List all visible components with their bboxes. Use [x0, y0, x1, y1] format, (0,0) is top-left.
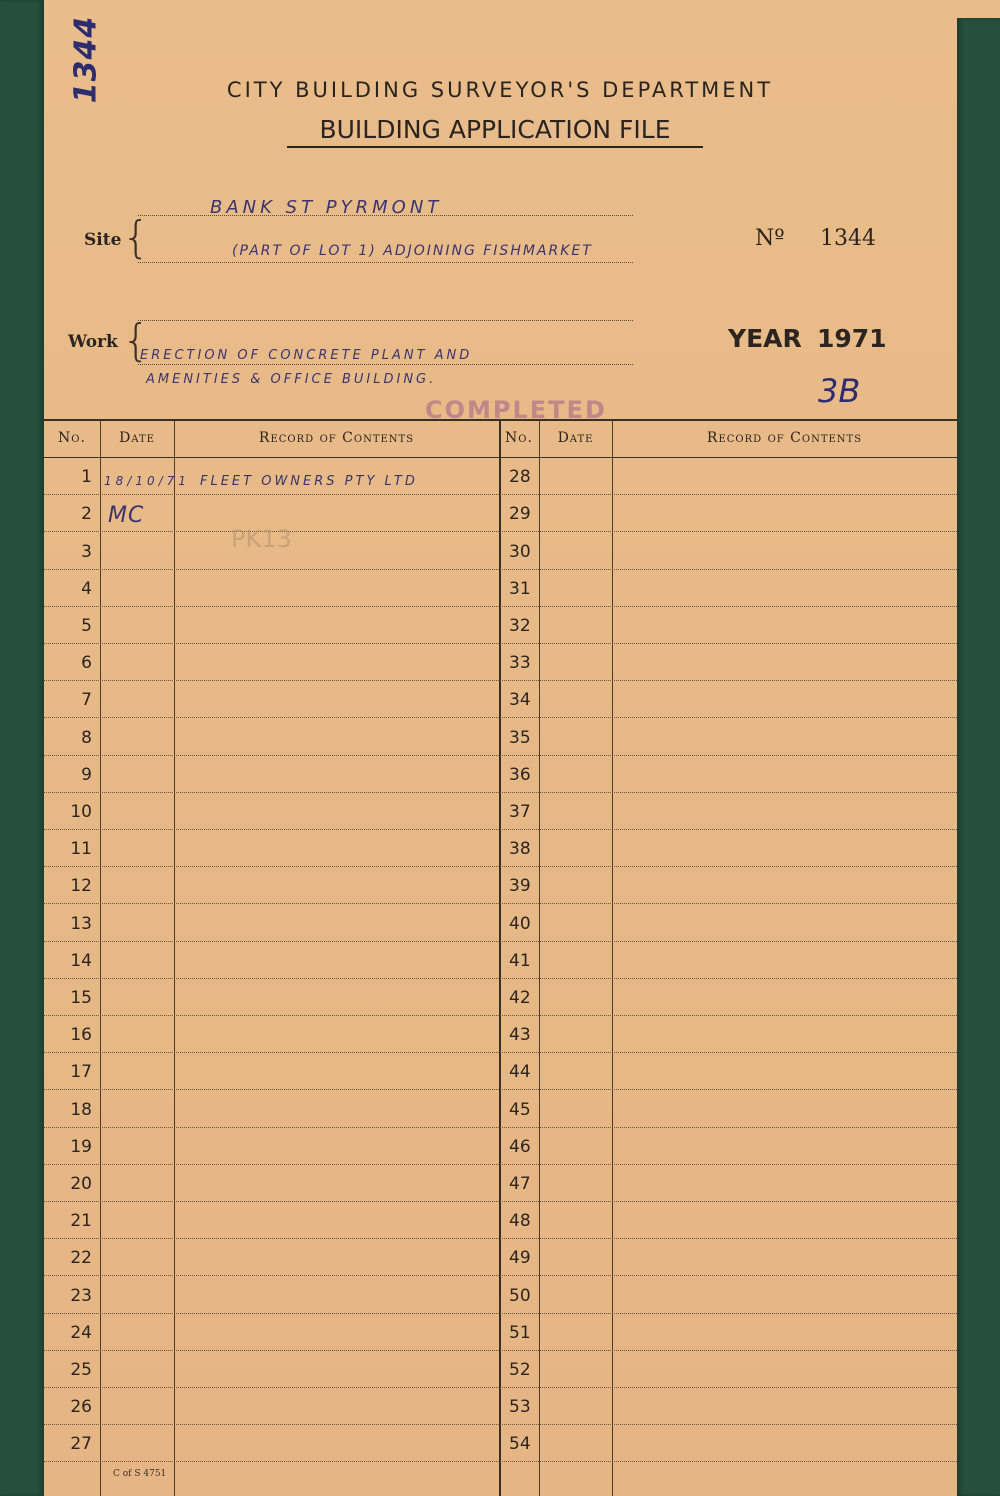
- row-number-right: 43: [509, 1025, 531, 1046]
- row-rule: [44, 494, 957, 495]
- row-rule: [44, 606, 957, 607]
- col-divider-center: [499, 421, 501, 1496]
- row-rule: [44, 531, 957, 532]
- site-value-line-1: BANK ST PYRMONT: [210, 197, 443, 218]
- row-number-right: 36: [509, 764, 531, 785]
- col-divider-left-date: [174, 421, 175, 1496]
- row-number-left: 14: [70, 950, 92, 971]
- year-label: YEAR: [728, 324, 802, 353]
- row-number-left: 26: [70, 1397, 92, 1418]
- row-rule: [44, 978, 957, 979]
- row-number-right: 39: [509, 876, 531, 897]
- work-rule-1: [138, 320, 633, 321]
- row-rule: [44, 1164, 957, 1165]
- row-number-left: 23: [70, 1285, 92, 1306]
- row-number-left: 27: [70, 1434, 92, 1455]
- row-number-left: 3: [81, 541, 92, 562]
- pencil-mark: PK13: [231, 525, 292, 553]
- record-table: [44, 419, 957, 1496]
- work-rule-2: [138, 364, 633, 365]
- row-rule: [44, 1461, 957, 1462]
- row-rule: [44, 1089, 957, 1090]
- row-number-right: 32: [509, 616, 531, 636]
- file-number-label: Nº: [755, 226, 785, 251]
- work-value-line-1: ERECTION OF CONCRETE PLANT AND: [140, 348, 473, 363]
- row-rule: [44, 1127, 957, 1128]
- row-number-left: 1: [81, 467, 92, 488]
- row-rule: [44, 1052, 957, 1053]
- row-rule: [44, 903, 957, 904]
- header-no-right: No.: [505, 430, 533, 446]
- row-number-left: 17: [70, 1062, 92, 1083]
- form-code: C of S 4751: [113, 1469, 167, 1479]
- row-rule: [44, 792, 957, 793]
- file-number-value: 1344: [820, 226, 876, 251]
- work-brace: {: [122, 315, 150, 366]
- row-number-right: 38: [509, 839, 531, 860]
- work-label: Work: [68, 332, 118, 352]
- row-number-left: 12: [70, 876, 92, 897]
- row-number-right: 41: [509, 950, 531, 971]
- row-number-left: 13: [70, 913, 92, 934]
- site-value-line-2: (PART OF LOT 1) ADJOINING FISHMARKET: [232, 243, 593, 259]
- row-rule: [44, 1275, 957, 1276]
- row-rule: [44, 1015, 957, 1016]
- row-number-right: 53: [509, 1397, 531, 1418]
- row-number-right: 35: [509, 727, 531, 748]
- work-value-line-2: AMENITIES & OFFICE BUILDING.: [146, 372, 437, 387]
- completed-stamp: COMPLETED: [425, 396, 607, 424]
- row-number-left: 15: [70, 988, 92, 1008]
- row-number-right: 30: [509, 541, 531, 562]
- row-number-left: 9: [81, 764, 92, 785]
- site-brace: {: [122, 212, 150, 263]
- row-rule: [44, 643, 957, 644]
- row-rule: [44, 717, 957, 718]
- row-number-left: 11: [70, 839, 92, 860]
- row-number-left: 20: [70, 1174, 92, 1194]
- row-number-right: 54: [509, 1434, 531, 1455]
- site-label: Site: [84, 230, 122, 250]
- row-number-right: 37: [509, 802, 531, 822]
- row-number-right: 42: [509, 988, 531, 1008]
- row-rule: [44, 1424, 957, 1425]
- row-number-left: 19: [70, 1136, 92, 1157]
- col-divider-left-no: [100, 421, 101, 1496]
- entry-1-record: FLEET OWNERS PTY LTD: [200, 474, 418, 489]
- row-number-left: 10: [70, 802, 92, 822]
- row-rule: [44, 1201, 957, 1202]
- row-rule: [44, 1387, 957, 1388]
- row-number-left: 2: [81, 504, 92, 525]
- row-number-right: 31: [509, 578, 531, 599]
- row-number-left: 21: [70, 1211, 92, 1232]
- header-record-left: Record of Contents: [258, 430, 415, 446]
- row-number-left: 4: [81, 578, 92, 599]
- file-title: BUILDING APPLICATION FILE: [287, 115, 703, 148]
- row-number-right: 47: [509, 1174, 531, 1194]
- col-divider-right-date: [612, 421, 613, 1496]
- handwritten-file-number: 1344: [68, 15, 104, 104]
- row-number-right: 34: [509, 690, 531, 711]
- row-number-right: 33: [509, 653, 531, 674]
- row-number-left: 16: [70, 1025, 92, 1046]
- entry-2-initials: MC: [108, 503, 145, 528]
- row-number-left: 8: [81, 727, 92, 748]
- row-number-left: 6: [81, 653, 92, 674]
- row-rule: [44, 866, 957, 867]
- row-number-right: 50: [509, 1285, 531, 1306]
- row-rule: [44, 1313, 957, 1314]
- row-rule: [44, 829, 957, 830]
- row-rule: [44, 569, 957, 570]
- right-binding-tape: [957, 18, 1000, 1496]
- row-number-right: 45: [509, 1099, 531, 1120]
- shelf-mark: 3B: [818, 372, 861, 410]
- row-number-left: 22: [70, 1248, 92, 1269]
- entry-1-date: 18/10/71: [104, 474, 190, 488]
- row-number-right: 40: [509, 913, 531, 934]
- header-record-right: Record of Contents: [706, 430, 863, 446]
- row-number-right: 29: [509, 504, 531, 525]
- col-divider-right-no: [539, 421, 540, 1496]
- row-number-right: 49: [509, 1248, 531, 1269]
- header-no-left: No.: [58, 430, 86, 446]
- row-number-right: 51: [509, 1322, 531, 1343]
- row-number-left: 5: [81, 616, 92, 636]
- row-number-right: 28: [509, 467, 531, 488]
- left-binding-tape: [0, 0, 44, 1496]
- row-rule: [44, 680, 957, 681]
- year-value: 1971: [817, 324, 887, 353]
- row-number-left: 7: [81, 690, 92, 711]
- row-rule: [44, 941, 957, 942]
- row-number-left: 18: [70, 1099, 92, 1120]
- row-number-right: 46: [509, 1136, 531, 1157]
- row-rule: [44, 1238, 957, 1239]
- row-number-right: 48: [509, 1211, 531, 1232]
- header-date-right: Date: [557, 430, 594, 446]
- row-number-right: 44: [509, 1062, 531, 1083]
- row-rule: [44, 755, 957, 756]
- department-title: CITY BUILDING SURVEYOR'S DEPARTMENT: [226, 78, 774, 102]
- row-number-left: 25: [70, 1360, 92, 1380]
- row-rule: [44, 1350, 957, 1351]
- header-date-left: Date: [119, 430, 155, 446]
- row-number-right: 52: [509, 1360, 531, 1380]
- site-rule-2: [138, 262, 633, 263]
- row-number-left: 24: [70, 1322, 92, 1343]
